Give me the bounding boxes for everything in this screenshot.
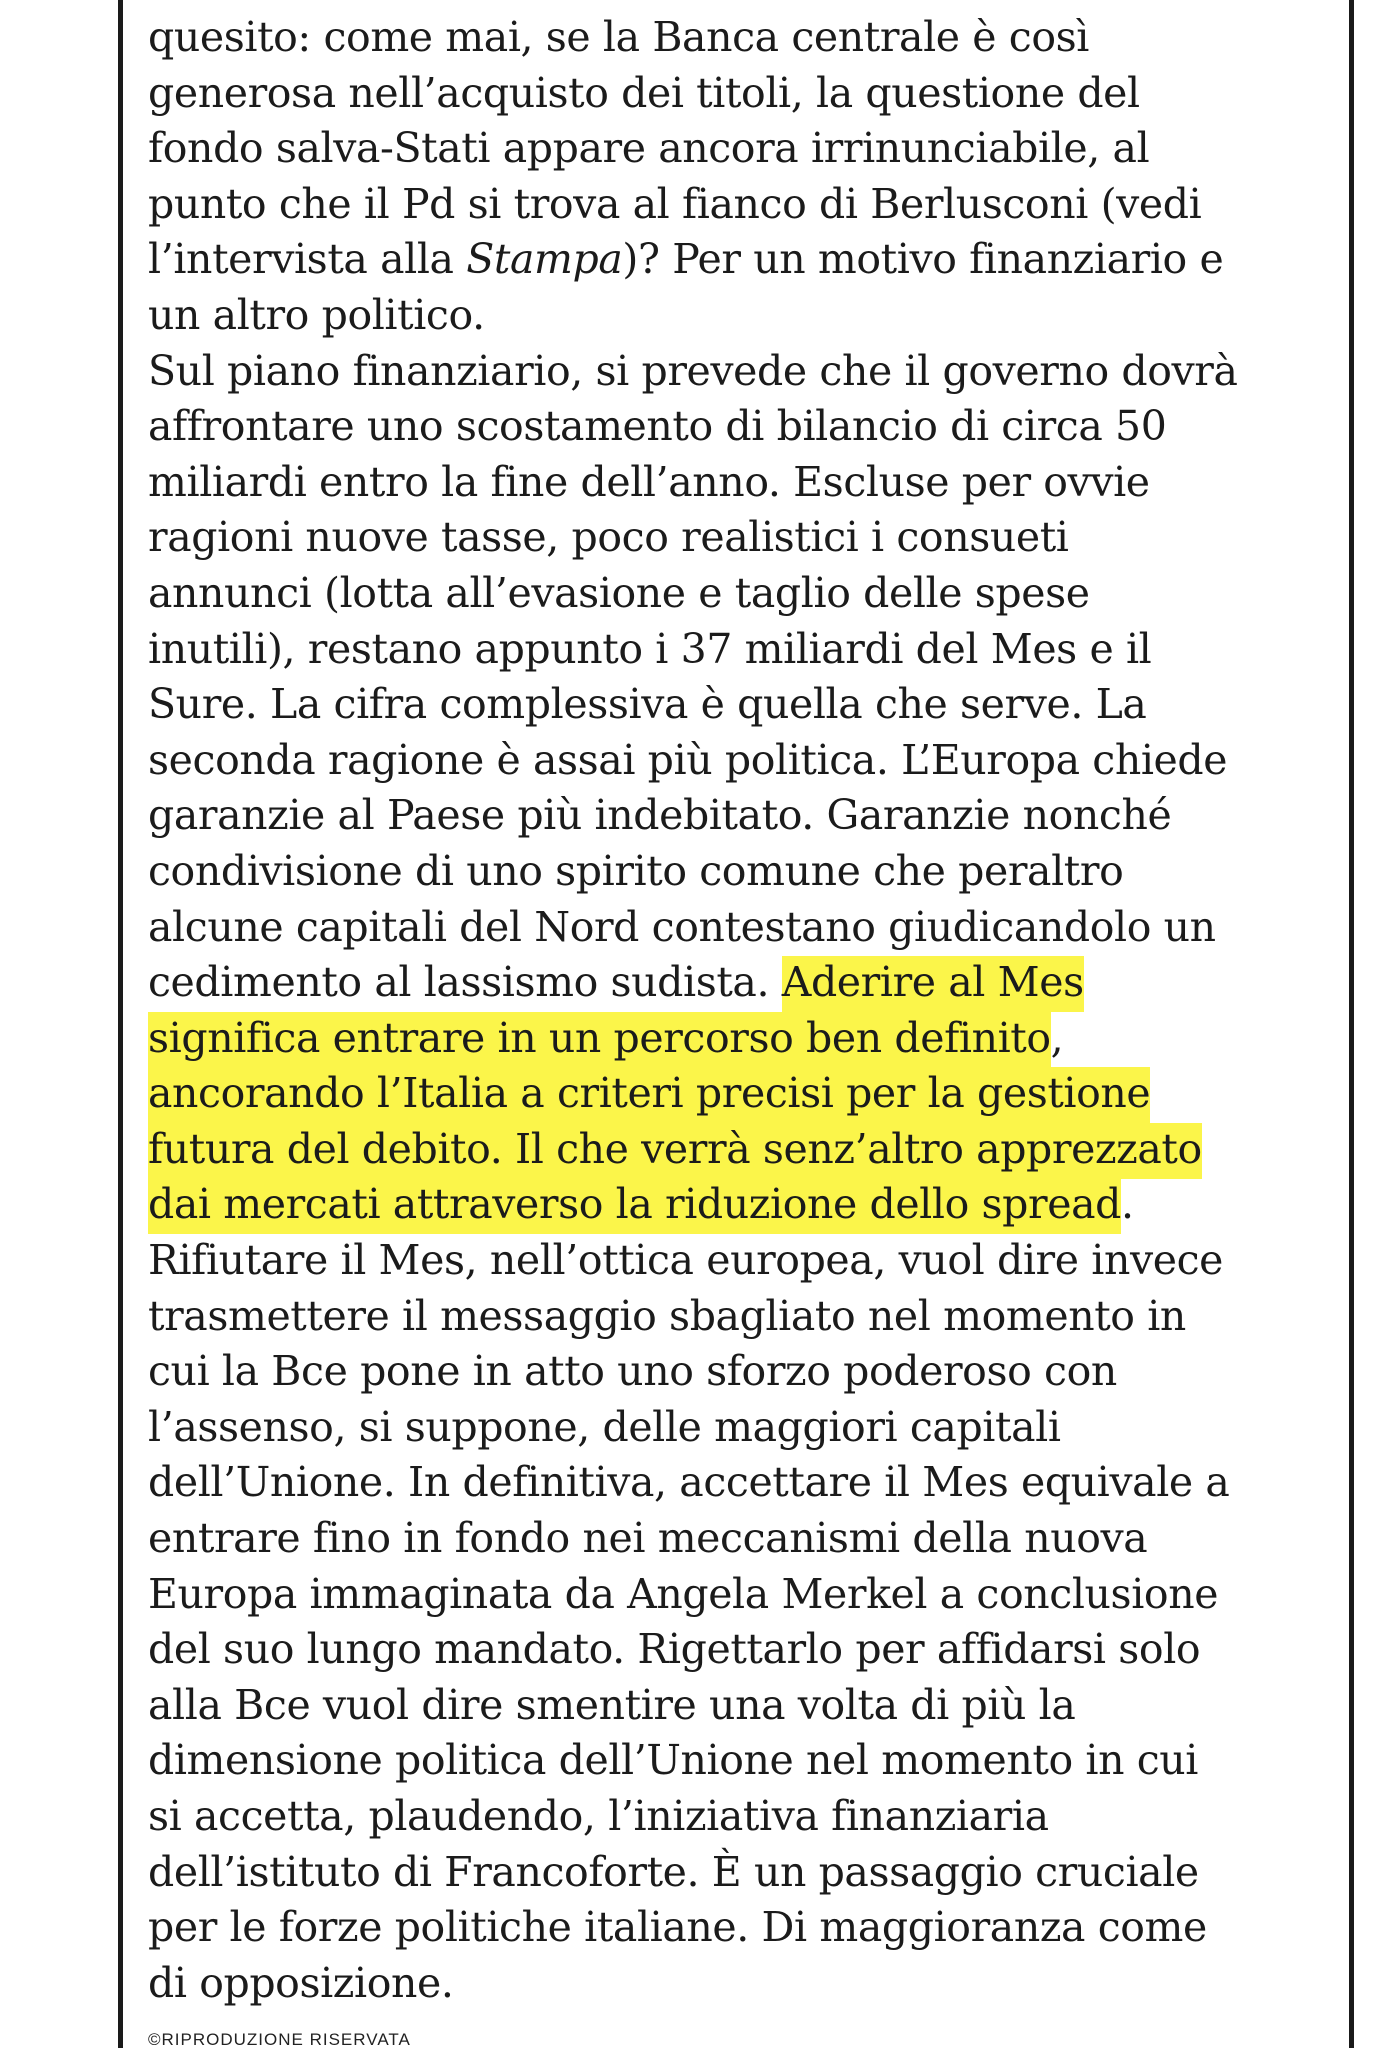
text-line: miliardi entro la fine dell’anno. Escluse per ovvie xyxy=(148,457,1150,506)
highlighted-text: ancorando l’Italia a criteri precisi per la gestione xyxy=(148,1067,1150,1123)
text-line: generosa nell’acquisto dei titoli, la questione del xyxy=(148,68,1140,117)
text-line: alla Bce vuol dire smentire una volta di più la xyxy=(148,1680,1076,1729)
text-line: punto che il Pd si trova al fianco di Berlusconi (vedi xyxy=(148,179,1202,228)
text-line: Sul piano finanziario, si prevede che il governo dovrà xyxy=(148,346,1238,395)
newspaper-title: Stampa xyxy=(466,235,623,284)
left-column-rule xyxy=(118,0,123,2048)
text-line xyxy=(148,232,1338,288)
right-column-rule xyxy=(1349,0,1354,2048)
highlighted-text: futura del debito. Il che verrà senz’altro apprezzato xyxy=(148,1123,1202,1179)
highlighted-text: dai mercati attraverso la riduzione dello spread xyxy=(148,1178,1121,1234)
text-fragment: l’intervista alla xyxy=(148,235,467,284)
text-line: alcune capitali del Nord contestano giudicandolo un xyxy=(148,902,1216,951)
text-line: dell’istituto di Francoforte. È un passaggio cruciale xyxy=(148,1847,1199,1896)
text-line: cui la Bce pone in atto uno sforzo poderoso con xyxy=(148,1347,1117,1396)
text-line: dell’Unione. In definitiva, accettare il Mes equivale a xyxy=(148,1458,1230,1507)
text-line: Rifiutare il Mes, nell’ottica europea, vuol dire invece xyxy=(148,1236,1224,1285)
text-line: Sure. La cifra complessiva è quella che serve. La xyxy=(148,680,1147,729)
text-line: ragioni nuove tasse, poco realistici i consueti xyxy=(148,513,1069,562)
text-line: garanzie al Paese più indebitato. Garanzie nonché xyxy=(148,791,1172,840)
text-line xyxy=(148,1011,1338,1067)
text-line: trasmettere il messaggio sbagliato nel momento in xyxy=(148,1291,1186,1340)
text-line: inutili), restano appunto i 37 miliardi del Mes e il xyxy=(148,624,1152,673)
text-line: si accetta, plaudendo, l’iniziativa finanziaria xyxy=(148,1792,1049,1840)
text-line: quesito: come mai, se la Banca centrale è così xyxy=(148,13,1089,61)
text-line xyxy=(148,955,1338,1011)
text-line xyxy=(148,1177,1338,1233)
text-fragment: )? Per un motivo finanziario e xyxy=(622,235,1224,284)
text-line: del suo lungo mandato. Rigettarlo per affidarsi solo xyxy=(148,1625,1201,1674)
text-line: annunci (lotta all’evasione e taglio delle spese xyxy=(148,568,1090,617)
copyright-note: ©RIPRODUZIONE RISERVATA xyxy=(148,2030,411,2049)
text-fragment: cedimento al lassismo sudista. xyxy=(148,958,782,1007)
text-line: affrontare uno scostamento di bilancio di circa 50 xyxy=(148,402,1167,451)
text-fragment: . xyxy=(1120,1180,1134,1229)
text-line: l’assenso, si suppone, delle maggiori capitali xyxy=(148,1402,1061,1451)
text-fragment: , xyxy=(1050,1013,1064,1062)
text-line xyxy=(148,1066,1338,1122)
text-line: seconda ragione è assai più politica. L’Europa chiede xyxy=(148,735,1228,784)
text-line: dimensione politica dell’Unione nel momento in cui xyxy=(148,1736,1199,1785)
highlighted-text: significa entrare in un percorso ben definito xyxy=(148,1012,1051,1068)
text-line: di opposizione. xyxy=(148,1958,454,2007)
text-line: Europa immaginata da Angela Merkel a conclusione xyxy=(148,1569,1219,1618)
text-line: entrare fino in fondo nei meccanismi della nuova xyxy=(148,1514,1148,1563)
text-line: per le forze politiche italiane. Di maggioranza come xyxy=(148,1903,1207,1952)
text-line xyxy=(148,1122,1338,1178)
article-body xyxy=(148,10,1338,2011)
text-line: condivisione di uno spirito comune che peraltro xyxy=(148,846,1124,895)
highlighted-text: Aderire al Mes xyxy=(782,956,1084,1012)
text-line: un altro politico. xyxy=(148,290,485,339)
text-line: fondo salva-Stati appare ancora irrinunciabile, al xyxy=(148,124,1150,173)
